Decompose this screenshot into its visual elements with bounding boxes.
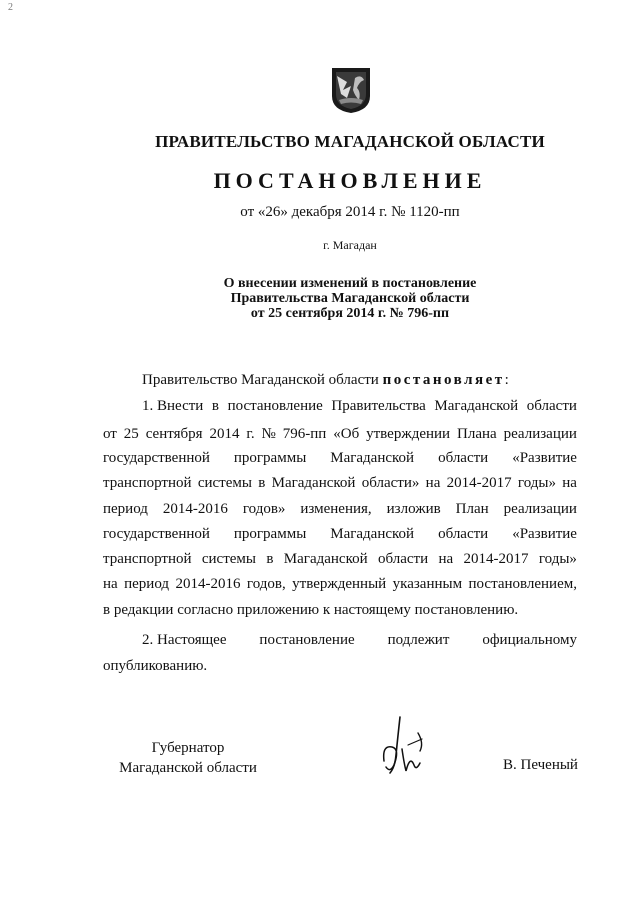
word: реализации [503, 426, 577, 442]
word: области [526, 398, 577, 414]
word: сентября [145, 426, 203, 442]
word: на [562, 475, 577, 491]
word: План [455, 501, 489, 517]
word: программы [233, 526, 307, 542]
word: в [258, 475, 266, 491]
document-place: г. Магадан [323, 238, 377, 252]
signatory-title [118, 738, 258, 778]
word: Магаданской [271, 475, 356, 491]
paragraph-line: в редакции согласно приложению к настоящему постановлению. [103, 602, 519, 618]
paragraph-line [103, 426, 577, 443]
document-date: от «26» декабря 2014 г. № 1120-пп [240, 204, 460, 220]
subject-line: О внесении изменений в постановление [223, 276, 477, 291]
word: реализации [503, 501, 577, 517]
word: изложив [386, 501, 441, 517]
paragraph-line [103, 450, 577, 467]
paragraph-line: опубликованию. [103, 658, 208, 674]
word: годы» [517, 475, 556, 491]
word: 25 [123, 426, 139, 442]
word: 2. Настоящее [142, 632, 227, 648]
word: в [211, 398, 219, 414]
intro-text: Правительство Магаданской области [142, 372, 383, 388]
intro-paragraph [142, 372, 509, 389]
word: 2014-2017 [446, 475, 512, 491]
word: «Об [333, 426, 360, 442]
page-mark: 2 [8, 2, 13, 13]
word: годов, [246, 576, 286, 592]
intro-keyword: постановляет [382, 372, 505, 388]
paragraph-line [142, 632, 577, 649]
word: 2014-2016 [162, 501, 228, 517]
paragraph-line [142, 398, 577, 415]
word: на [438, 551, 454, 567]
word: постановление [227, 398, 323, 414]
document-type: ПОСТАНОВЛЕНИЕ [213, 168, 487, 193]
organization-title: ПРАВИТЕЛЬСТВО МАГАДАНСКОЙ ОБЛАСТИ [155, 132, 545, 151]
paragraph-line [103, 475, 577, 492]
word: в [266, 551, 274, 567]
signatory-name: В. Печеный [503, 757, 578, 773]
intro-colon: : [504, 372, 509, 388]
word: на [103, 576, 118, 592]
word: 1. Внести [142, 398, 204, 414]
word: «Развитие [512, 526, 577, 542]
word: Правительства [331, 398, 426, 414]
word: период [124, 576, 170, 592]
word: постановление [259, 632, 355, 648]
word: системы [201, 551, 257, 567]
word: утвержденный [292, 576, 387, 592]
handwritten-signature [378, 715, 430, 777]
word: 796-пп [282, 426, 327, 442]
signatory-title-line: Магаданской области [119, 760, 257, 776]
word: области [438, 450, 489, 466]
word: 2014-2017 [463, 551, 529, 567]
word: Магаданской [330, 526, 415, 542]
word: Магаданской [434, 398, 519, 414]
paragraph-line [103, 551, 577, 568]
word: 2014 [209, 426, 240, 442]
paragraph-line [103, 576, 577, 593]
word: годов» [242, 501, 286, 517]
word: от [103, 426, 117, 442]
word: № [261, 426, 276, 442]
word: области» [361, 475, 420, 491]
word: утверждении [366, 426, 451, 442]
word: транспортной [103, 475, 192, 491]
word: государственной [103, 526, 210, 542]
word: государственной [103, 450, 210, 466]
paragraph-line [103, 526, 577, 543]
word: официальному [482, 632, 577, 648]
word: подлежит [387, 632, 450, 648]
word: на [425, 475, 441, 491]
word: постановлением, [468, 576, 577, 592]
signatory-title-line: Губернатор [151, 740, 225, 756]
subject-line: Правительства Магаданской области [230, 291, 470, 306]
word: г. [246, 426, 255, 442]
word: изменения, [300, 501, 372, 517]
word: «Развитие [512, 450, 577, 466]
word: Магаданской [330, 450, 415, 466]
word: системы [197, 475, 252, 491]
subject-line: от 25 сентября 2014 г. № 796-пп [250, 306, 450, 321]
word: программы [233, 450, 307, 466]
word: области [438, 526, 489, 542]
word: указанным [392, 576, 463, 592]
word: транспортной [103, 551, 192, 567]
paragraph-line [103, 501, 577, 518]
word: области [377, 551, 429, 567]
word: Магаданской [283, 551, 368, 567]
word: Плана [457, 426, 497, 442]
word: годы» [538, 551, 577, 567]
coat-of-arms-emblem [331, 66, 371, 114]
document-subject [0, 276, 640, 321]
word: 2014-2016 [175, 576, 241, 592]
word: период [103, 501, 148, 517]
